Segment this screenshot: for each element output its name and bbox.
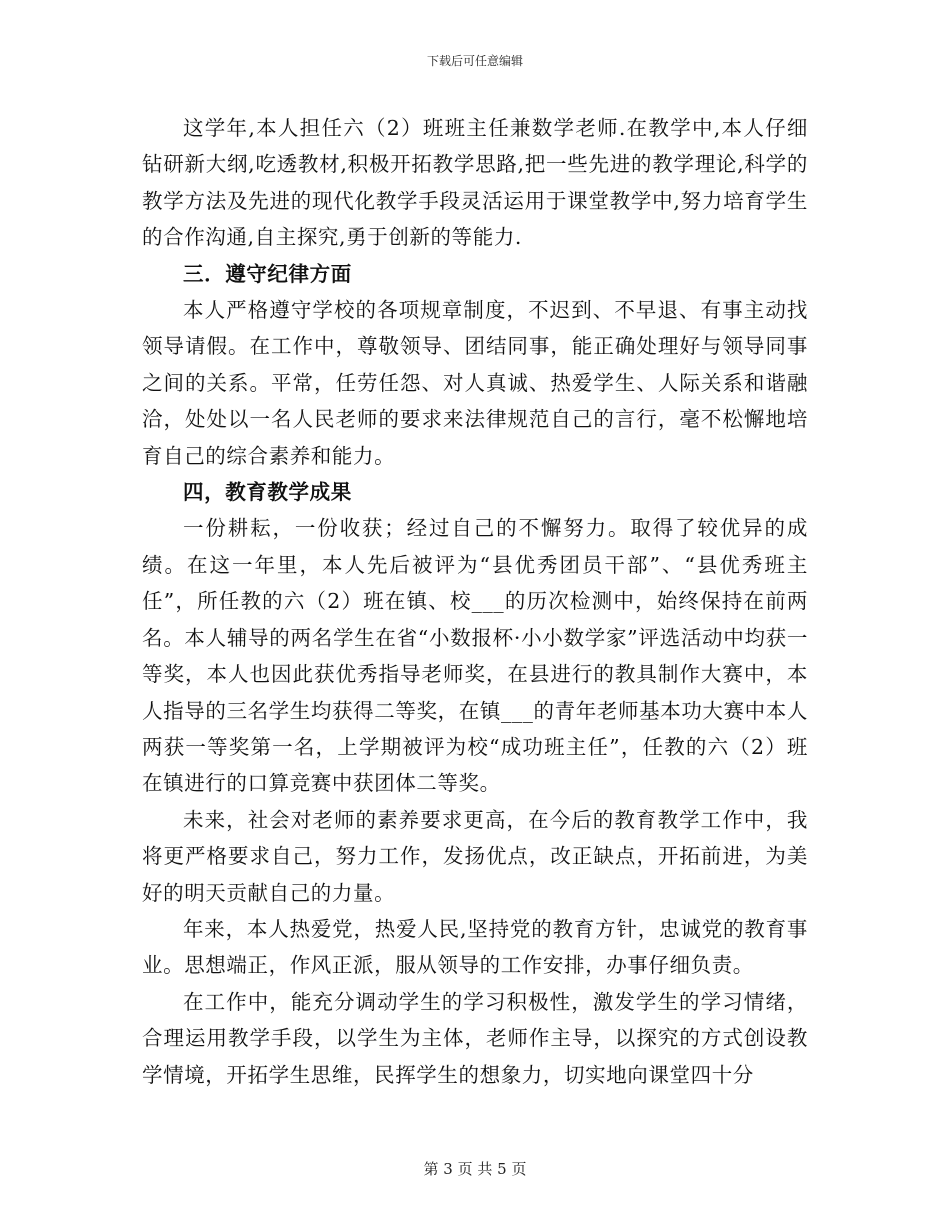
document-body (142, 110, 808, 1093)
page-footer-page-number: 第 3 页 共 5 页 (423, 1160, 527, 1178)
paragraph-teaching-work: 这学年,本人担任六（2）班班主任兼数学老师.在教学中,本人仔细钻研新大纲,吃透教材,积极开拓教学思路,把一些先进的教学理论,科学的教学方法及先进的现代化教学手段灵活运用于课堂教学中,努力培育学生的合作沟通,自主探究,勇于创新的等能力. (142, 116, 808, 250)
paragraph-future: 未来，社会对老师的素养要求更高，在今后的教育教学工作中，我将更严格要求自己，努力工作，发扬优点，改正缺点，开拓前进，为美好的明天贡献自己的力量。 (142, 807, 808, 905)
page-header: 下载后可任意编辑 (426, 54, 523, 68)
section-heading-achievements: 四，教育教学成果 (183, 480, 352, 505)
paragraph-achievements: 一份耕耘，一份收获；经过自己的不懈努力。取得了较优异的成绩。在这一年里，本人先后被评为“县优秀团员干部”、“县优秀班主任”，所任教的六（2）班在镇、校___的历次检测中，始终保持在前两名。本人辅导的两名学生在省“小数报杯·小小数学家”评选活动中均获一等奖，本人也因此获优秀指导老师奖，在县进行的教具制作大赛中，本人指导的三名学生均获得二等奖，在镇___的青年老师基本功大赛中本人两获一等奖第一名，上学期被评为校“成功班主任”，任教的六（2）班在镇进行的口算竞赛中获团体二等奖。 (142, 516, 808, 796)
paragraph-classroom-work: 在工作中，能充分调动学生的学习积极性，激发学生的学习情绪，合理运用教学手段，以学生为主体，老师作主导，以探究的方式创设教学情境，开拓学生思维，民挥学生的想象力，切实地向课堂四十分 (142, 989, 808, 1087)
paragraph-political-attitude: 年来，本人热爱党，热爱人民,坚持党的教育方针，忠诚党的教育事业。思想端正，作风正派，服从领导的工作安排，办事仔细负责。 (142, 916, 808, 978)
section-heading-discipline: 三．遵守纪律方面 (183, 261, 352, 286)
paragraph-discipline: 本人严格遵守学校的各项规章制度，不迟到、不早退、有事主动找领导请假。在工作中，尊敬领导、团结同事，能正确处理好与领导同事之间的关系。平常，任劳任怨、对人真诚、热爱学生、人际关系和谐融洽，处处以一名人民老师的要求来法律规范自己的言行，毫不松懈地培育自己的综合素养和能力。 (142, 298, 808, 468)
